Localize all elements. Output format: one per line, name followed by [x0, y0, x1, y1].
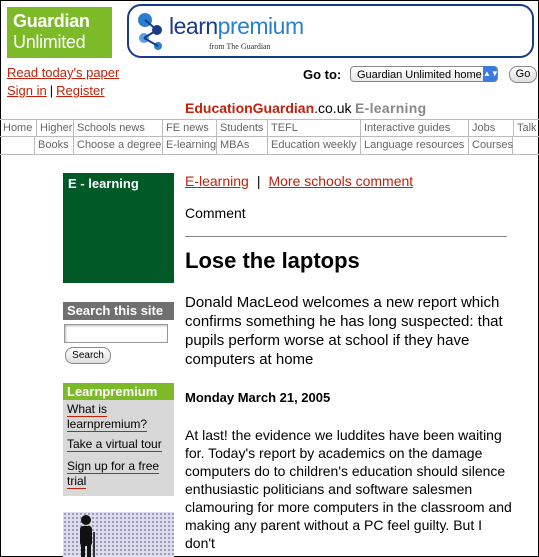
register-link[interactable]: Register: [56, 83, 105, 98]
article-date: Monday March 21, 2005: [185, 390, 331, 405]
more-schools-comment-link[interactable]: More schools comment: [268, 173, 414, 189]
link-separator: |: [49, 83, 54, 98]
promo-image[interactable]: [63, 512, 174, 557]
sign-in-link[interactable]: Sign in: [7, 83, 47, 98]
banner-brand: learnpremium: [169, 13, 304, 39]
logo-line-1: Guardian: [13, 11, 90, 31]
article-body: At last! the evidence we luddites have been waiting for. Today's report by academics on the damage computers do to children's education should silence enthusiastic politicians and software salesmen clamouring for more computers in the classroom and making any parent without a PC feel guilty. But I don't: [185, 427, 512, 551]
nav-home[interactable]: Home: [3, 122, 33, 134]
goto-select[interactable]: [350, 66, 498, 82]
free-trial-link[interactable]: Sign up for a free trial: [67, 459, 160, 488]
education-guardian-masthead[interactable]: [185, 100, 427, 116]
nav-mbas[interactable]: MBAs: [216, 137, 267, 154]
masthead-section: E-learning: [355, 100, 427, 116]
section-title: E - learning: [68, 176, 139, 191]
section-nav-row-2: [0, 136, 539, 155]
search-input[interactable]: [64, 324, 168, 343]
nav-tefl[interactable]: TEFL: [267, 120, 360, 137]
masthead-brand: EducationGuardian: [185, 100, 315, 116]
nav-education-weekly[interactable]: Education weekly: [267, 137, 360, 154]
nav-jobs[interactable]: Jobs: [468, 120, 513, 137]
nav-choose-a-degree[interactable]: Choose a degree: [73, 137, 162, 154]
nav-books[interactable]: Books: [34, 137, 73, 154]
nav-fe-news[interactable]: FE news: [162, 120, 216, 137]
nav-courses[interactable]: Courses: [468, 137, 513, 154]
nav-higher[interactable]: Higher: [36, 120, 73, 137]
search-heading: Search this site: [63, 302, 174, 320]
nav-talk[interactable]: Talk: [513, 120, 539, 137]
nav-students[interactable]: Students: [216, 120, 267, 137]
learnpremium-banner[interactable]: [127, 4, 534, 58]
section-nav-row-1: [0, 119, 539, 137]
select-arrows-icon: ▲▼: [483, 66, 497, 82]
virtual-tour-link[interactable]: Take a virtual tour: [67, 437, 162, 451]
nav-interactive-guides[interactable]: Interactive guides: [360, 120, 468, 137]
article-breadcrumb: [185, 172, 413, 190]
divider: [185, 236, 507, 237]
goto-label: Go to:: [303, 67, 342, 82]
molecule-icon: [135, 10, 169, 52]
article-kicker: Comment: [185, 205, 246, 221]
breadcrumb-separator: |: [256, 173, 261, 189]
go-button[interactable]: Go: [509, 66, 537, 83]
logo-line-2: Unlimited: [13, 32, 86, 52]
goto-selected-value: Guardian Unlimited home: [357, 69, 482, 81]
person-silhouette-icon: [75, 514, 97, 557]
learnpremium-heading: Learnpremium: [63, 383, 174, 400]
section-title-box: [63, 173, 174, 283]
article-standfirst: Donald MacLeod welcomes a new report which confirms something he has long suspected: that pupils perform worse at school if they have computers at home: [185, 294, 503, 368]
nav-schools-news[interactable]: Schools news: [73, 120, 162, 137]
breadcrumb-e-learning-link[interactable]: E-learning: [185, 173, 249, 189]
banner-from: from The Guardian: [209, 42, 271, 51]
guardian-unlimited-logo[interactable]: [7, 7, 112, 58]
search-button[interactable]: Search: [65, 347, 111, 364]
nav-e-learning[interactable]: E-learning: [162, 137, 216, 154]
nav-language-resources[interactable]: Language resources: [360, 137, 468, 154]
what-is-learnpremium-link[interactable]: What is learnpremium?: [67, 402, 148, 431]
article-title: Lose the laptops: [185, 248, 360, 273]
learnpremium-links: [63, 400, 174, 496]
read-todays-paper-link[interactable]: Read today's paper: [7, 65, 120, 80]
masthead-domain: .co.uk: [314, 100, 352, 116]
account-links: [7, 64, 119, 100]
